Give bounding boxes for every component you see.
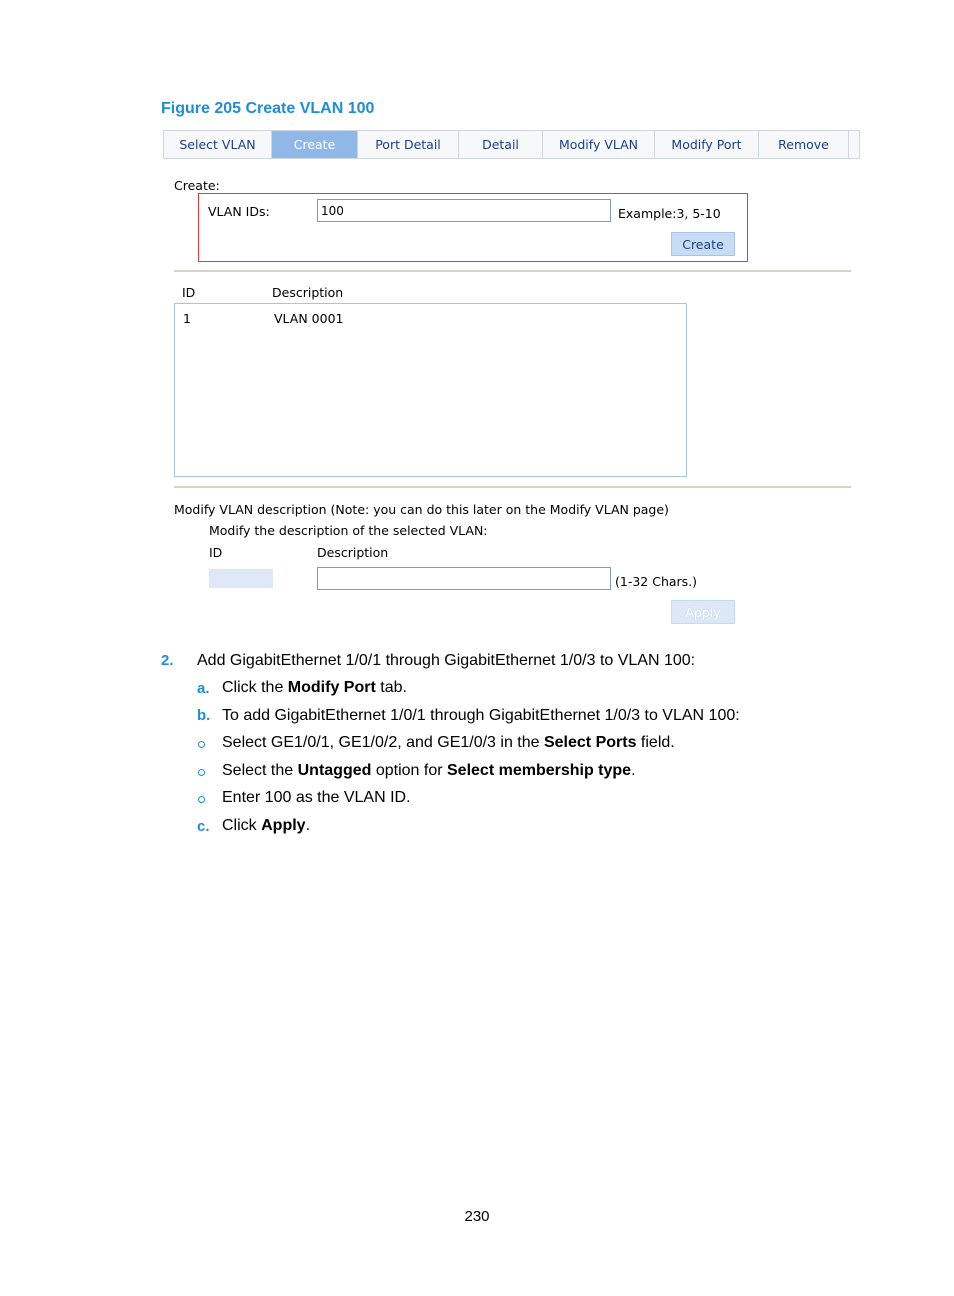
bullet-circle-icon [198, 796, 205, 803]
vlan-ids-example: Example:3, 5-10 [618, 206, 721, 221]
substep-untagged: Select the Untagged option for Select membership type. [222, 762, 636, 779]
vlan-ids-input[interactable] [317, 199, 611, 222]
modify-id-field [209, 569, 273, 588]
tab-detail[interactable]: Detail [459, 131, 543, 158]
bullet-circle-icon [198, 769, 205, 776]
section-divider [174, 270, 851, 272]
modify-section-subtitle: Modify the description of the selected VLAN: [209, 523, 488, 538]
tab-modify-vlan[interactable]: Modify VLAN [543, 131, 655, 158]
step-b-text: To add GigabitEthernet 1/0/1 through GigabitEthernet 1/0/3 to VLAN 100: [222, 707, 740, 724]
substep-select-ports: Select GE1/0/1, GE1/0/2, and GE1/0/3 in the Select Ports field. [222, 734, 675, 751]
substep-vlan-id: Enter 100 as the VLAN ID. [222, 789, 411, 806]
tab-bar [163, 130, 860, 159]
step-c-marker: c. [197, 818, 210, 835]
modify-description-input[interactable] [317, 567, 611, 590]
modify-header-id: ID [209, 545, 223, 560]
modify-header-description: Description [317, 545, 389, 560]
chars-hint: (1-32 Chars.) [615, 574, 698, 589]
step-c-text: Click Apply. [222, 817, 311, 834]
tab-port-detail[interactable]: Port Detail [358, 131, 459, 158]
bullet-circle-icon [198, 741, 205, 748]
list-row-description: VLAN 0001 [274, 311, 344, 326]
vlan-ids-label: VLAN IDs: [208, 204, 270, 219]
tab-modify-port[interactable]: Modify Port [655, 131, 759, 158]
section-divider [174, 486, 851, 488]
tab-create[interactable]: Create [272, 131, 358, 158]
list-row-id: 1 [183, 311, 191, 326]
step-a-marker: a. [197, 680, 210, 697]
apply-button[interactable]: Apply [671, 600, 735, 624]
step-b-marker: b. [197, 707, 211, 724]
step-a-text: Click the Modify Port tab. [222, 679, 407, 696]
modify-section-title: Modify VLAN description (Note: you can do this later on the Modify VLAN page) [174, 502, 669, 517]
figure-title: Figure 205 Create VLAN 100 [161, 100, 375, 117]
create-button[interactable]: Create [671, 232, 735, 256]
list-header-id: ID [182, 285, 196, 300]
tab-remove[interactable]: Remove [759, 131, 849, 158]
vlan-listbox[interactable] [174, 303, 687, 477]
step-2-marker: 2. [161, 652, 174, 669]
create-section-label: Create: [174, 178, 220, 193]
page-number: 230 [464, 1208, 490, 1225]
list-header-description: Description [272, 285, 344, 300]
tab-select-vlan[interactable]: Select VLAN [164, 131, 272, 158]
step-2-text: Add GigabitEthernet 1/0/1 through GigabitEthernet 1/0/3 to VLAN 100: [197, 652, 696, 669]
